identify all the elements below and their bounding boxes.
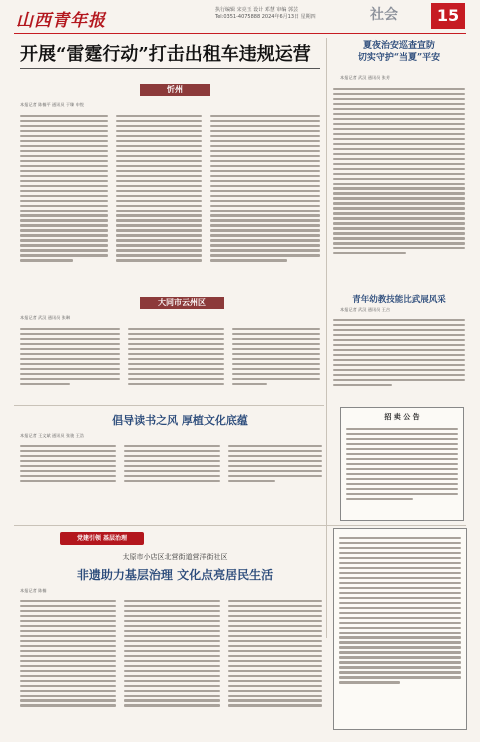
bottom-column-3 (228, 597, 322, 709)
bottom-headline: 非遗助力基层治理 文化点亮居民生活 (76, 568, 274, 582)
party-building-badge: 党建引领 基层治理 (60, 532, 144, 545)
main-headline: 开展“雷霆行动”打击出租车违规运营 (20, 42, 320, 69)
right-bottom-notice-box (333, 528, 467, 730)
header-rule (14, 33, 466, 34)
newspaper-logo: 山西青年报 (16, 11, 106, 31)
right-bottom-notice-body (334, 529, 466, 691)
subsection-band-xinzhou: 忻州 (140, 84, 210, 96)
notice-title: 招 卖 公 告 (384, 413, 420, 421)
byline-xinzhou: 本报记者 陈楠平 通讯员 于臻 申悦 (20, 102, 84, 107)
header-meta (215, 7, 316, 21)
subsection-band-datong: 大同市云州区 (140, 297, 224, 309)
article-column-3 (210, 112, 320, 264)
reading-column-3 (228, 442, 322, 485)
byline-datong: 本报记者 武汉 通讯员 张琳 (20, 315, 71, 320)
article-column-6 (232, 325, 320, 388)
reading-column-2 (124, 442, 220, 485)
bottom-subtitle: 太原市小店区北营街道营洋街社区 (122, 553, 228, 561)
right-top-body (333, 85, 465, 257)
article-column-5 (128, 325, 224, 388)
right-top-title-2: 切实守护“当夏”平安 (357, 53, 441, 63)
notice-body (341, 422, 463, 506)
right-top-title-1: 夏夜治安巡查宣防 (362, 41, 435, 51)
reading-byline: 本报记者 王文斌 通讯员 张骏 王浩 (20, 433, 84, 438)
bottom-byline: 本报记者 陈楠 (20, 588, 47, 593)
page-number: 15 (431, 3, 465, 29)
right-mid-body (333, 316, 465, 389)
notice-box (340, 407, 464, 521)
bottom-column-1 (20, 597, 116, 709)
reading-headline: 倡导读书之风 厚植文化底蕴 (112, 414, 248, 427)
right-mid-headline: 青年幼教技能比武展风采 (352, 295, 446, 305)
bottom-column-2 (124, 597, 220, 709)
article-column-1 (20, 112, 108, 264)
right-top-byline: 本报记者 武汉 通讯员 张芳 (340, 75, 391, 80)
column-divider (326, 38, 327, 638)
reading-column-1 (20, 442, 116, 485)
article-column-2 (116, 112, 202, 264)
section-rule-bottom (14, 525, 466, 526)
header-meta-line-2: Tel:0351-4075888 2024年6月13日 星期四 (215, 14, 316, 20)
section-label: 社会 (370, 7, 398, 23)
article-column-4 (20, 325, 120, 388)
right-top-headline (333, 40, 465, 70)
right-mid-byline: 本报记者 武汉 通讯员 王吉 (340, 307, 391, 312)
header-meta-line-1: 执行编辑 宋亮玉 设计 邓慧 审编 郭芸 (215, 7, 298, 13)
section-rule-reading (14, 405, 324, 406)
